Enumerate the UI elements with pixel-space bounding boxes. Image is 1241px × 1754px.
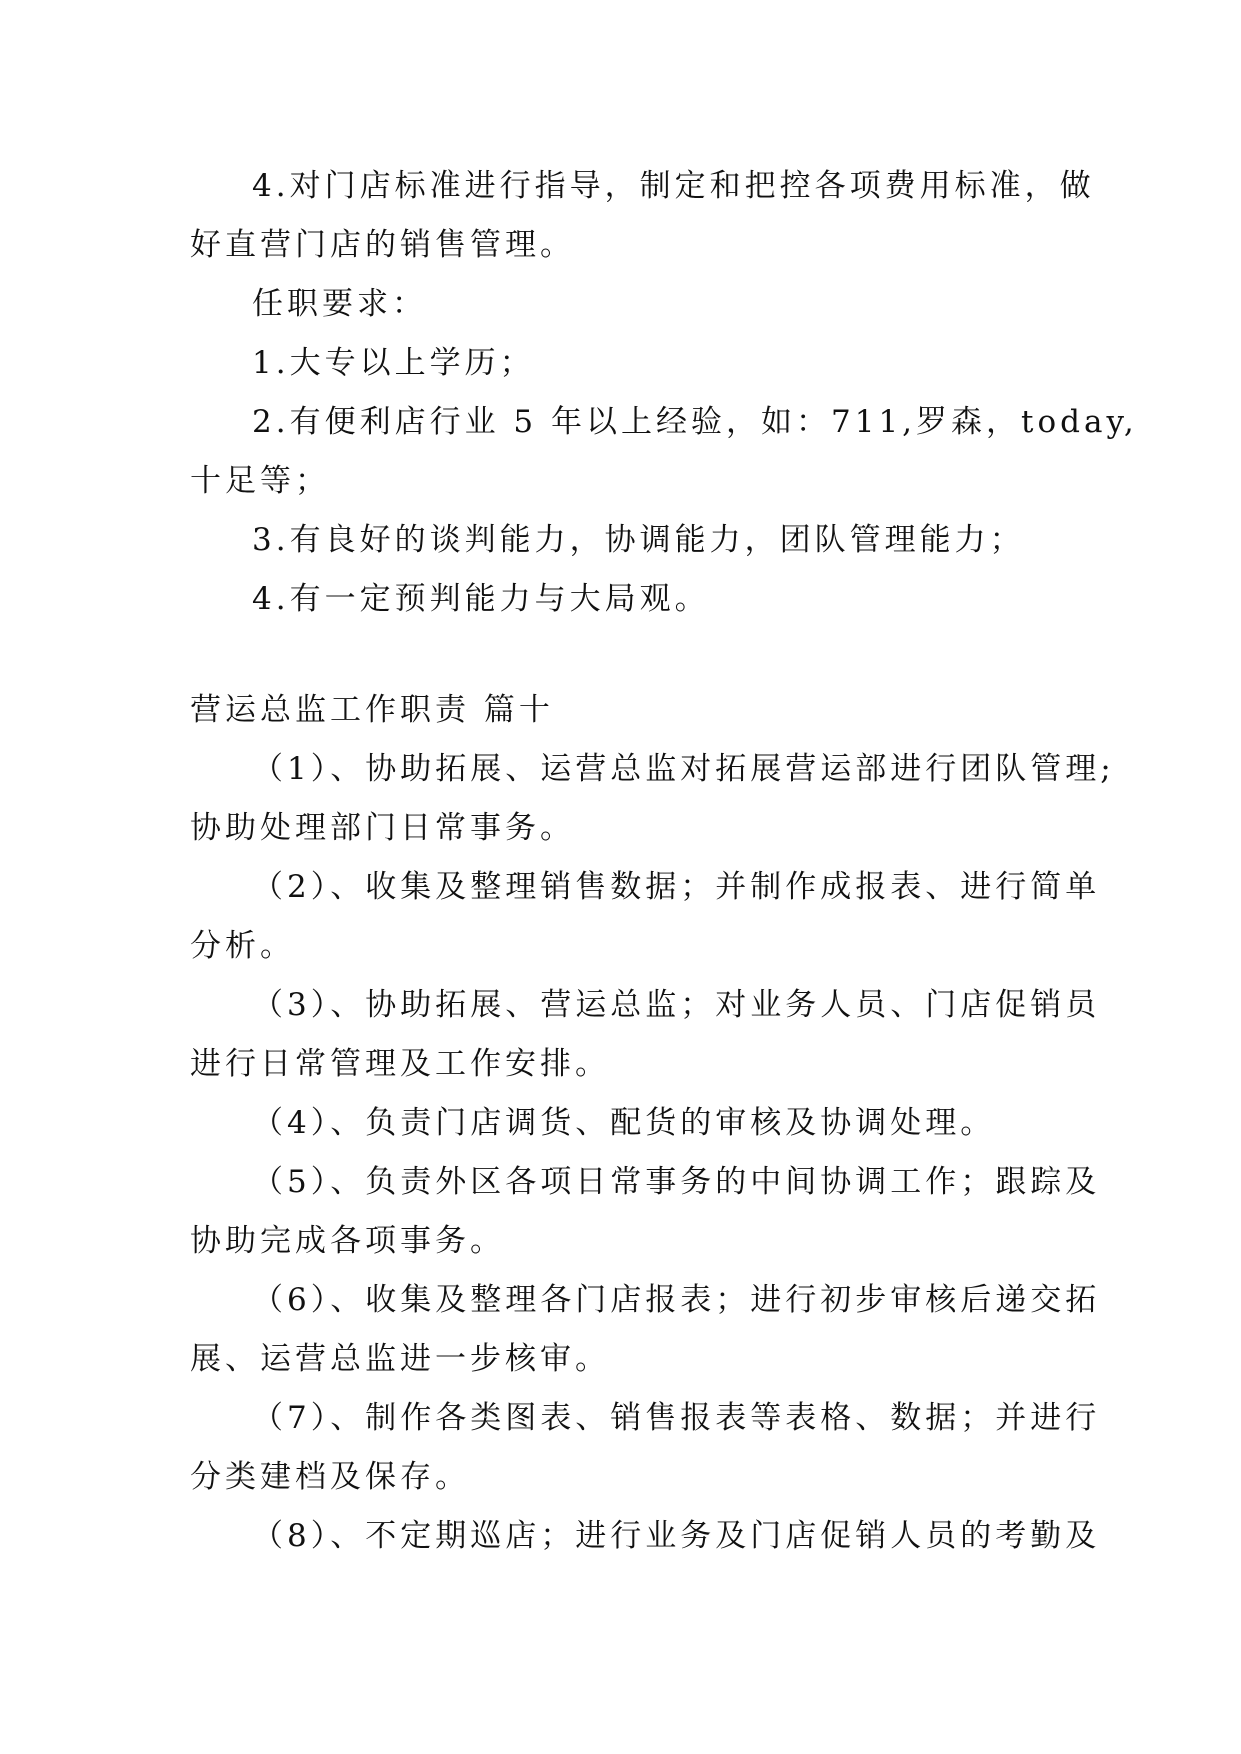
duty-item: （8）、不定期巡店；进行业务及门店促销人员的考勤及 (252, 1518, 1101, 1554)
duty-item: （7）、制作各类图表、销售报表等表格、数据；并进行 (252, 1400, 1101, 1436)
duty-item: （4）、负责门店调货、配货的审核及协调处理。 (252, 1105, 996, 1141)
paragraph-line: 4.对门店标准进行指导，制定和把控各项费用标准，做 (252, 168, 1095, 204)
duty-item-continuation: 展、运营总监进一步核审。 (190, 1341, 610, 1377)
requirement-item: 1.大专以上学历； (252, 345, 535, 381)
duty-item-continuation: 进行日常管理及工作安排。 (190, 1046, 610, 1082)
duty-item: （1）、协助拓展、运营总监对拓展营运部进行团队管理; (252, 751, 1115, 787)
duty-item: （5）、负责外区各项日常事务的中间协调工作；跟踪及 (252, 1164, 1101, 1200)
section-title: 营运总监工作职责 篇十 (190, 692, 554, 728)
requirements-heading: 任职要求： (252, 286, 427, 322)
duty-item: （6）、收集及整理各门店报表；进行初步审核后递交拓 (252, 1282, 1101, 1318)
duty-item: （2）、收集及整理销售数据；并制作成报表、进行简单 (252, 869, 1101, 905)
requirement-item: 3.有良好的谈判能力，协调能力，团队管理能力； (252, 522, 1025, 558)
paragraph-line: 好直营门店的销售管理。 (190, 227, 575, 263)
requirement-item: 4.有一定预判能力与大局观。 (252, 581, 710, 617)
duty-item: （3）、协助拓展、营运总监；对业务人员、门店促销员 (252, 987, 1101, 1023)
duty-item-continuation: 协助完成各项事务。 (190, 1223, 505, 1259)
duty-item-continuation: 协助处理部门日常事务。 (190, 810, 575, 846)
duty-item-continuation: 分析。 (190, 928, 295, 964)
requirement-item-continuation: 十足等； (190, 463, 330, 499)
duty-item-continuation: 分类建档及保存。 (190, 1459, 470, 1495)
requirement-item: 2.有便利店行业 5 年以上经验，如：711,罗森，today, (252, 404, 1138, 440)
